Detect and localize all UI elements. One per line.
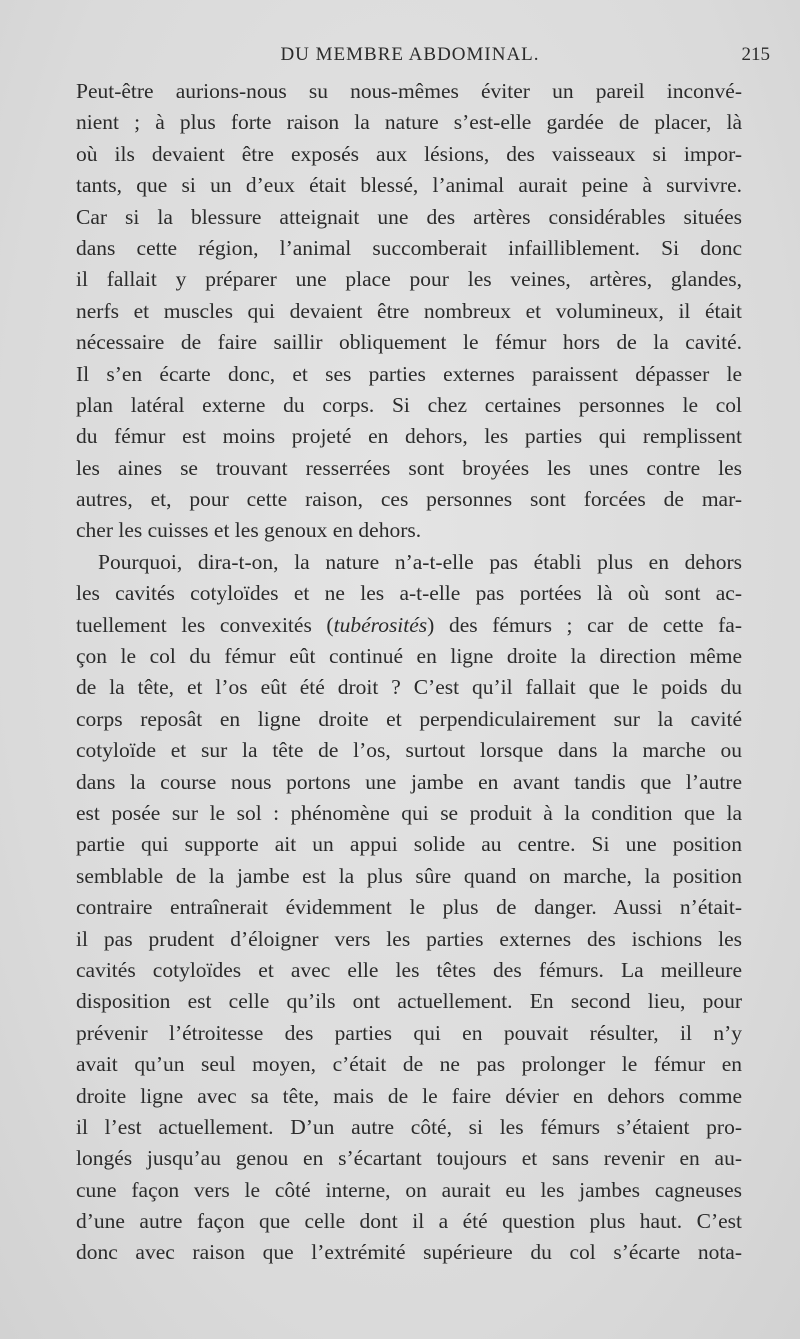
text-line: prévenir l’étroitesse des parties qui en pouvait résulter, il n’y [76,1020,742,1045]
text-line: est posée sur le sol : phénomène qui se produit à la condition que la [76,800,742,825]
text-line: il fallait y préparer une place pour les veines, artères, glandes, [76,267,742,292]
text-line: corps reposât en ligne droite et perpendiculairement sur la cavité [76,706,742,731]
text-line: Car si la blessure atteignait une des artères considérables situées [76,204,742,229]
text-line: d’une autre façon que celle dont il a été question plus haut. C’est [76,1209,742,1234]
text-line: plan latéral externe du corps. Si chez certaines personnes le col [76,392,742,417]
text-line: du fémur est moins projeté en dehors, les parties qui remplissent [76,424,742,449]
text-line: avait qu’un seul moyen, c’était de ne pas prolonger le fémur en [76,1052,742,1077]
text-line: nient ; à plus forte raison la nature s’est-elle gardée de placer, là [76,110,742,135]
page-header [0,44,800,74]
text-line: cune façon vers le côté interne, on aurait eu les jambes cagneuses [76,1177,742,1202]
text-line: dans cette région, l’animal succomberait infailliblement. Si donc [76,235,742,260]
italic-term: tubérosités [333,612,428,637]
text-line: où ils devaient être exposés aux lésions, des vaisseaux si impor- [76,141,742,166]
text-line: donc avec raison que l’extrémité supérieure du col s’écarte nota- [76,1240,742,1265]
running-head: DU MEMBRE ABDOMINAL. [280,44,540,65]
text-line: contraire entraînerait évidemment le plus de danger. Aussi n’était- [76,895,742,920]
text-line-italic: tuellement les convexités (tubérosités) des fémurs ; car de cette fa- [76,612,742,637]
text-line: Il s’en écarte donc, et ses parties externes paraissent dépasser le [76,361,742,386]
text-line: autres, et, pour cette raison, ces personnes sont forcées de mar- [76,487,742,512]
text-line: dans la course nous portons une jambe en avant tandis que l’autre [76,769,742,794]
text-line: de la tête, et l’os eût été droit ? C’est qu’il fallait que le poids du [76,675,742,700]
text-line: les cavités cotyloïdes et ne les a-t-elle pas portées là où sont ac- [76,581,742,606]
text-line: il pas prudent d’éloigner vers les parties externes des ischions les [76,926,742,951]
body-text [76,76,742,1269]
text-line: tants, que si un d’eux était blessé, l’animal aurait peine à survivre. [76,173,742,198]
text-line: partie qui supporte ait un appui solide au centre. Si une position [76,832,742,857]
text-line: cotyloïde et sur la tête de l’os, surtout lorsque dans la marche ou [76,738,742,763]
text-line: nerfs et muscles qui devaient être nombreux et volumineux, il était [76,298,742,323]
page-number: 215 [741,44,770,65]
text-line: il l’est actuellement. D’un autre côté, si les fémurs s’étaient pro- [76,1114,742,1139]
text-line: Pourquoi, dira-t-on, la nature n’a-t-elle pas établi plus en dehors [98,549,742,574]
text-line: cavités cotyloïdes et avec elle les têtes des fémurs. La meilleure [76,957,742,982]
text-line: nécessaire de faire saillir obliquement le fémur hors de la cavité. [76,330,742,355]
text-line: Peut-être aurions-nous su nous-mêmes éviter un pareil inconvé- [76,79,742,103]
text-line: droite ligne avec sa tête, mais de le faire dévier en dehors comme [76,1083,742,1108]
text-line: cher les cuisses et les genoux en dehors. [76,518,422,543]
text-line: semblable de la jambe est la plus sûre quand on marche, la position [76,863,742,888]
text-line: longés jusqu’au genou en s’écartant toujours et sans revenir en au- [76,1146,742,1171]
text-line: les aines se trouvant resserrées sont broyées les unes contre les [76,455,742,480]
text-line: çon le col du fémur eût continué en ligne droite la direction même [76,644,742,669]
text-line: disposition est celle qu’ils ont actuellement. En second lieu, pour [76,989,742,1014]
